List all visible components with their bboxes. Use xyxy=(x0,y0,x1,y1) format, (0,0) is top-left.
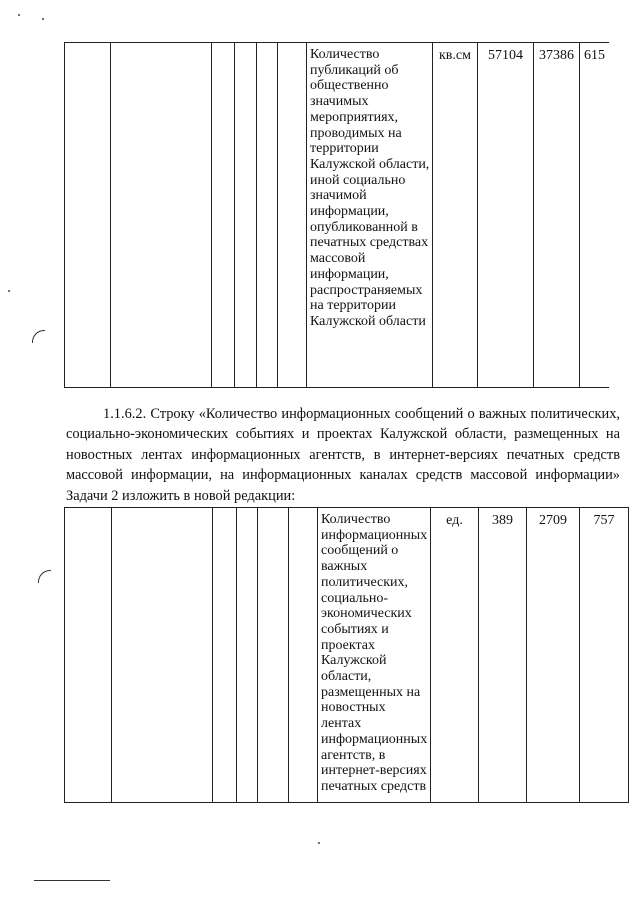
value-cell-3: 615 xyxy=(580,43,609,388)
indicator-table-top xyxy=(64,42,609,388)
empty-cell xyxy=(258,508,289,803)
scan-dot xyxy=(42,18,44,20)
empty-cell xyxy=(65,508,112,803)
indicator-name-cell: Количество публикаций об общественно значимых мероприятиях, проводимых на территории Калужской области, иной социально значимой информации, опубликованной в печатных средствах массовой информации, распространяемых на территории Калужской области xyxy=(307,43,433,388)
footnote-rule xyxy=(34,880,110,881)
value-cell-2: 37386 xyxy=(534,43,580,388)
table-row xyxy=(65,508,629,803)
empty-cell xyxy=(212,43,235,388)
empty-cell xyxy=(257,43,278,388)
empty-cell xyxy=(278,43,307,388)
empty-cell xyxy=(213,508,237,803)
empty-cell xyxy=(289,508,318,803)
empty-cell xyxy=(237,508,258,803)
value-cell-1: 57104 xyxy=(478,43,534,388)
punch-hole-mark xyxy=(32,330,45,343)
scan-dot xyxy=(18,14,20,16)
scan-dot xyxy=(8,290,10,292)
unit-cell: ед. xyxy=(431,508,479,803)
amendment-paragraph: 1.1.6.2. Строку «Количество информационных сообщений о важных политических, социально-экономических событиях и проектах Калужской области, размещенных на новостных лентах информационных агентств, в интернет-версиях печатных средств массовой информации, на информационных каналах средств массовой информации» Задачи 2 изложить в новой редакции: xyxy=(66,406,620,504)
value-cell-3: 757 xyxy=(580,508,629,803)
scan-dot xyxy=(318,842,320,844)
value-cell-1: 389 xyxy=(479,508,527,803)
empty-cell xyxy=(65,43,111,388)
indicator-name-cell: Количество информационных сообщений о важных политических, социально-экономических событиях и проектах Калужской области, размещенных на новостных лентах информационных агентств, в интернет-версиях печатных средств xyxy=(318,508,431,803)
empty-cell xyxy=(235,43,257,388)
table-row xyxy=(65,43,609,388)
empty-cell xyxy=(111,43,212,388)
indicator-table-bottom xyxy=(64,507,629,803)
empty-cell xyxy=(112,508,213,803)
unit-cell: кв.см xyxy=(433,43,478,388)
punch-hole-mark xyxy=(38,570,51,583)
value-cell-2: 2709 xyxy=(527,508,580,803)
